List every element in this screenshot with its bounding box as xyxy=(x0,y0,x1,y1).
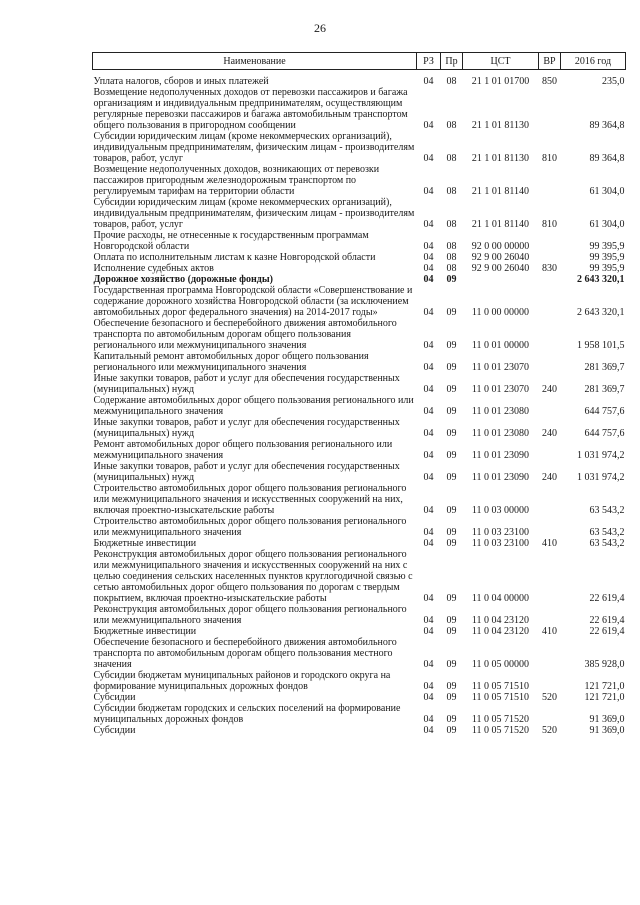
row-pr: 08 xyxy=(446,241,457,252)
table-row xyxy=(93,263,626,274)
row-pr: 09 xyxy=(446,659,457,670)
row-cst xyxy=(463,274,539,285)
table-row xyxy=(93,439,626,461)
row-pr: 09 xyxy=(446,472,457,483)
row-rz: 04 xyxy=(423,384,434,395)
row-name: Уплата налогов, сборов и иных платежей xyxy=(93,76,269,87)
row-rz: 04 xyxy=(423,505,434,516)
row-vr: 830 xyxy=(542,263,557,274)
table-row xyxy=(93,417,626,439)
row-vr: 410 xyxy=(542,538,557,549)
row-cst: 11 0 01 23080 xyxy=(471,406,530,417)
table-row xyxy=(93,516,626,538)
row-vr xyxy=(539,637,561,670)
row-rz: 04 xyxy=(423,76,434,87)
table-row xyxy=(93,70,626,88)
table-row xyxy=(93,670,626,692)
row-rz: 04 xyxy=(423,252,434,263)
row-sum: 63 543,2 xyxy=(589,527,625,538)
row-sum: 89 364,8 xyxy=(589,153,625,164)
row-pr: 09 xyxy=(446,725,457,736)
row-sum: 99 395,9 xyxy=(589,241,625,252)
row-pr: 08 xyxy=(446,263,457,274)
table-header-row xyxy=(93,53,626,70)
row-cst: 11 0 05 71520 xyxy=(471,725,530,736)
row-name: Возмещение недополученных доходов, возникающих от перевозки пассажиров пригородным железнодорожным транспортом по регулируемым тарифам на территории области xyxy=(93,164,380,197)
row-name: Бюджетные инвестиции xyxy=(93,626,197,637)
row-cst: 11 0 05 00000 xyxy=(471,659,530,670)
row-sum: 2 643 320,1 xyxy=(577,307,625,318)
table-row xyxy=(93,197,626,230)
table-row xyxy=(93,395,626,417)
row-rz: 04 xyxy=(423,450,434,461)
row-sum: 89 364,8 xyxy=(589,120,625,131)
row-vr xyxy=(539,395,561,417)
row-pr: 09 xyxy=(446,527,457,538)
row-vr: 520 xyxy=(542,725,557,736)
row-rz: 04 xyxy=(423,241,434,252)
row-sum: 1 031 974,2 xyxy=(577,450,625,461)
row-name: Реконструкция автомобильных дорог общего пользования регионального или межмуниципального значения и искусственных сооружений на них с целью соединения сельских населенных пунктов круглогодичной связью с сетью автомобильных дорог общего пользования по дорогам с твердым покрытием, включая проектно-изыскательские работы xyxy=(93,549,413,604)
header-cst: ЦСТ xyxy=(463,53,539,70)
row-vr: 520 xyxy=(542,692,557,703)
budget-table xyxy=(92,52,626,736)
row-cst: 11 0 05 71510 xyxy=(471,692,530,703)
row-pr: 09 xyxy=(446,340,457,351)
row-pr: 09 xyxy=(446,615,457,626)
row-vr xyxy=(539,351,561,373)
table-row xyxy=(93,604,626,626)
row-name: Строительство автомобильных дорог общего пользования регионального или межмуниципального значения и искусственных сооружений на них, включая проектно-изыскательские работы xyxy=(93,483,407,516)
row-pr: 09 xyxy=(446,626,457,637)
row-pr: 09 xyxy=(446,714,457,725)
row-sum: 644 757,6 xyxy=(584,406,625,417)
row-name: Субсидии бюджетам городских и сельских поселений на формирование муниципальных дорожных фондов xyxy=(93,703,401,725)
row-sum: 121 721,0 xyxy=(584,692,625,703)
row-vr xyxy=(539,516,561,538)
row-name: Субсидии юридическим лицам (кроме некоммерческих организаций), индивидуальным предпринимателям, физическим лицам - производителям товаров, работ, услуг xyxy=(93,197,415,230)
row-sum: 121 721,0 xyxy=(584,681,625,692)
table-body xyxy=(93,70,626,737)
row-name: Строительство автомобильных дорог общего пользования регионального или межмуниципального значения xyxy=(93,516,407,538)
row-cst: 11 0 04 00000 xyxy=(471,593,530,604)
table-row xyxy=(93,351,626,373)
row-vr: 810 xyxy=(542,219,557,230)
row-rz: 04 xyxy=(423,659,434,670)
row-sum: 644 757,6 xyxy=(584,428,625,439)
page-number: 26 xyxy=(314,21,326,35)
row-pr: 08 xyxy=(446,153,457,164)
row-rz: 04 xyxy=(423,725,434,736)
table-row xyxy=(93,703,626,725)
row-vr: 810 xyxy=(542,153,557,164)
row-pr: 09 xyxy=(446,450,457,461)
row-sum: 22 619,4 xyxy=(589,593,625,604)
row-cst: 11 0 01 23080 xyxy=(471,428,530,439)
row-pr: 09 xyxy=(446,505,457,516)
row-rz: 04 xyxy=(423,186,434,197)
row-name: Бюджетные инвестиции xyxy=(93,538,197,549)
row-pr: 09 xyxy=(446,538,457,549)
row-pr: 08 xyxy=(446,120,457,131)
table-row xyxy=(93,725,626,736)
row-vr xyxy=(539,439,561,461)
row-cst: 11 0 01 23090 xyxy=(471,472,530,483)
row-pr: 09 xyxy=(446,274,457,285)
row-sum: 61 304,0 xyxy=(589,186,625,197)
table-row xyxy=(93,373,626,395)
table-row xyxy=(93,87,626,131)
row-rz: 04 xyxy=(423,472,434,483)
row-name: Иные закупки товаров, работ и услуг для обеспечения государственных (муниципальных) нужд xyxy=(93,373,400,395)
row-name: Субсидии бюджетам муниципальных районов и городского округа на формирование муниципальных дорожных фондов xyxy=(93,670,391,692)
row-rz: 04 xyxy=(423,692,434,703)
table-row xyxy=(93,692,626,703)
table-row xyxy=(93,164,626,197)
row-cst: 11 0 04 23120 xyxy=(471,615,530,626)
row-sum: 281 369,7 xyxy=(584,362,625,373)
header-pr: Пр xyxy=(441,53,463,70)
table-row xyxy=(93,285,626,318)
row-name: Государственная программа Новгородской области «Совершенствование и содержание дорожного хозяйства Новгородской области (за исключением автомобильных дорог федерального значения) на 2014-2017 годы» xyxy=(93,285,413,318)
row-vr: 240 xyxy=(542,428,557,439)
table-row xyxy=(93,483,626,516)
row-sum: 281 369,7 xyxy=(584,384,625,395)
row-rz: 04 xyxy=(423,527,434,538)
row-sum: 63 543,2 xyxy=(589,538,625,549)
row-name: Ремонт автомобильных дорог общего пользования регионального или межмуниципального значения xyxy=(93,439,393,461)
row-name: Иные закупки товаров, работ и услуг для обеспечения государственных (муниципальных) нужд xyxy=(93,461,400,483)
row-sum: 91 369,0 xyxy=(589,725,625,736)
row-pr: 09 xyxy=(446,593,457,604)
row-vr xyxy=(539,274,561,285)
row-rz: 04 xyxy=(423,307,434,318)
row-sum: 385 928,0 xyxy=(584,659,625,670)
row-rz: 04 xyxy=(423,538,434,549)
row-cst: 11 0 05 71510 xyxy=(471,681,530,692)
row-sum: 99 395,9 xyxy=(589,263,625,274)
row-pr: 09 xyxy=(446,428,457,439)
table-row xyxy=(93,538,626,549)
row-sum: 235,0 xyxy=(602,76,625,87)
row-vr xyxy=(539,164,561,197)
row-rz: 04 xyxy=(423,120,434,131)
table-row xyxy=(93,230,626,252)
row-vr xyxy=(539,252,561,263)
row-vr xyxy=(539,670,561,692)
row-cst: 11 0 01 00000 xyxy=(471,340,530,351)
row-name: Иные закупки товаров, работ и услуг для обеспечения государственных (муниципальных) нужд xyxy=(93,417,400,439)
row-cst: 11 0 00 00000 xyxy=(471,307,530,318)
row-rz: 04 xyxy=(423,428,434,439)
row-cst: 21 1 01 81140 xyxy=(471,219,530,230)
row-sum: 1 958 101,5 xyxy=(577,340,625,351)
row-pr: 09 xyxy=(446,362,457,373)
row-cst: 11 0 03 23100 xyxy=(471,538,530,549)
row-name: Субсидии xyxy=(93,692,136,703)
row-pr: 08 xyxy=(446,252,457,263)
row-pr: 09 xyxy=(446,681,457,692)
row-cst: 11 0 03 00000 xyxy=(471,505,530,516)
row-name: Обеспечение безопасного и бесперебойного движения автомобильного транспорта по автомобильным дорогам общего пользования местного значения xyxy=(93,637,397,670)
table-row xyxy=(93,637,626,670)
row-rz: 04 xyxy=(423,615,434,626)
row-cst: 21 1 01 01700 xyxy=(471,76,530,87)
row-vr xyxy=(539,483,561,516)
row-name: Содержание автомобильных дорог общего пользования регионального или межмуниципального значения xyxy=(93,395,414,417)
row-pr: 08 xyxy=(446,76,457,87)
row-pr: 09 xyxy=(446,384,457,395)
row-name: Прочие расходы, не отнесенные к государственным программам Новгородской области xyxy=(93,230,369,252)
row-name: Исполнение судебных актов xyxy=(93,263,214,274)
row-cst: 21 1 01 81130 xyxy=(471,120,530,131)
row-rz: 04 xyxy=(423,263,434,274)
row-name: Реконструкция автомобильных дорог общего пользования регионального или межмуниципального значения xyxy=(93,604,407,626)
table-row xyxy=(93,461,626,483)
header-rz: РЗ xyxy=(417,53,441,70)
row-rz: 04 xyxy=(423,340,434,351)
row-cst: 11 0 04 23120 xyxy=(471,626,530,637)
row-cst: 92 9 00 26040 xyxy=(471,263,530,274)
row-sum: 99 395,9 xyxy=(589,252,625,263)
row-cst: 11 0 05 71520 xyxy=(471,714,530,725)
row-sum: 2 643 320,1 xyxy=(577,274,625,285)
row-rz: 04 xyxy=(423,219,434,230)
header-year: 2016 год xyxy=(561,53,626,70)
row-cst: 11 0 03 23100 xyxy=(471,527,530,538)
row-pr: 09 xyxy=(446,406,457,417)
row-vr xyxy=(539,604,561,626)
row-cst: 92 9 00 26040 xyxy=(471,252,530,263)
row-sum: 61 304,0 xyxy=(589,219,625,230)
row-vr: 240 xyxy=(542,384,557,395)
row-name: Дорожное хозяйство (дорожные фонды) xyxy=(93,274,273,285)
row-rz: 04 xyxy=(423,681,434,692)
row-vr: 240 xyxy=(542,472,557,483)
row-name: Обеспечение безопасного и бесперебойного движения автомобильного транспорта по автомобильным дорогам общего пользования регионального или межмуниципального значения xyxy=(93,318,397,351)
row-pr: 09 xyxy=(446,307,457,318)
row-name: Субсидии xyxy=(93,725,136,736)
row-sum: 1 031 974,2 xyxy=(577,472,625,483)
row-cst: 11 0 01 23070 xyxy=(471,362,530,373)
table-row xyxy=(93,131,626,164)
row-vr: 410 xyxy=(542,626,557,637)
table-row xyxy=(93,252,626,263)
row-vr xyxy=(539,230,561,252)
row-rz: 04 xyxy=(423,593,434,604)
row-vr: 850 xyxy=(542,76,557,87)
row-cst: 92 0 00 00000 xyxy=(471,241,530,252)
row-pr: 08 xyxy=(446,219,457,230)
table-row xyxy=(93,318,626,351)
row-sum: 22 619,4 xyxy=(589,626,625,637)
row-vr xyxy=(539,703,561,725)
row-vr xyxy=(539,549,561,604)
row-sum: 22 619,4 xyxy=(589,615,625,626)
row-rz: 04 xyxy=(423,362,434,373)
row-cst: 21 1 01 81130 xyxy=(471,153,530,164)
row-name: Капитальный ремонт автомобильных дорог общего пользования регионального или межмуниципального значения xyxy=(93,351,369,373)
row-sum: 63 543,2 xyxy=(589,505,625,516)
row-rz: 04 xyxy=(423,406,434,417)
row-rz: 04 xyxy=(423,153,434,164)
row-rz: 04 xyxy=(423,714,434,725)
row-cst: 21 1 01 81140 xyxy=(471,186,530,197)
row-cst: 11 0 01 23090 xyxy=(471,450,530,461)
row-vr xyxy=(539,87,561,131)
row-rz: 04 xyxy=(423,274,434,285)
row-vr xyxy=(539,318,561,351)
table-row xyxy=(93,274,626,285)
row-name: Оплата по исполнительным листам к казне Новгородской области xyxy=(93,252,376,263)
row-pr: 08 xyxy=(446,186,457,197)
table-row xyxy=(93,626,626,637)
row-pr: 09 xyxy=(446,692,457,703)
row-vr xyxy=(539,285,561,318)
header-vr: ВР xyxy=(539,53,561,70)
row-cst: 11 0 01 23070 xyxy=(471,384,530,395)
row-name: Субсидии юридическим лицам (кроме некоммерческих организаций), индивидуальным предпринимателям, физическим лицам - производителям товаров, работ, услуг xyxy=(93,131,415,164)
row-name: Возмещение недополученных доходов от перевозки пассажиров и багажа организациям и индивидуальным предпринимателям, осуществляющим регулярные перевозки пассажиров и багажа автомобильным транспортом общего пользования в пригородном сообщении xyxy=(93,87,408,131)
table-row xyxy=(93,549,626,604)
row-rz: 04 xyxy=(423,626,434,637)
header-name: Наименование xyxy=(93,53,417,70)
row-sum: 91 369,0 xyxy=(589,714,625,725)
